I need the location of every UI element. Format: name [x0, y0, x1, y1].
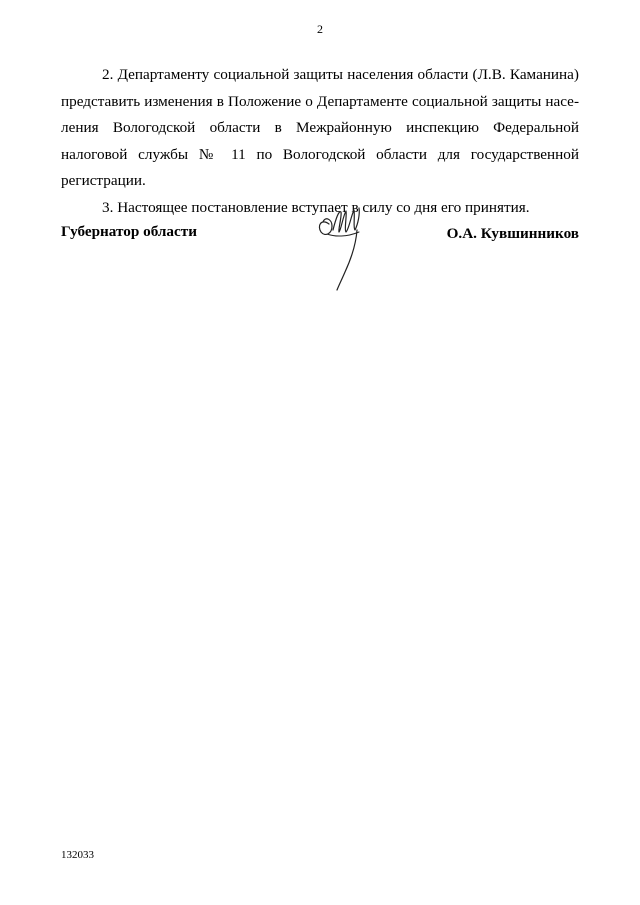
signer-title: Губернатор области	[61, 223, 197, 240]
paragraph-2: 2. Департаменту социальной защиты населения области (Л.В. Каманина) представить изменения в Положение о Департаменте социальной защиты населения Вологодской области в Межрайонную инспекцию Федеральной налоговой службы № 11 по Вологодской области для государственной регистрации.	[61, 66, 579, 189]
document-body	[61, 62, 579, 221]
signature-block	[61, 218, 579, 308]
paragraph-3: 3. Настоящее постановление вступает в силу со дня его принятия.	[102, 198, 530, 216]
page-number: 2	[317, 22, 323, 36]
document-code: 132033	[61, 849, 94, 861]
signer-name: О.А. Кувшинников	[446, 225, 579, 242]
handwritten-signature-icon	[315, 204, 365, 294]
